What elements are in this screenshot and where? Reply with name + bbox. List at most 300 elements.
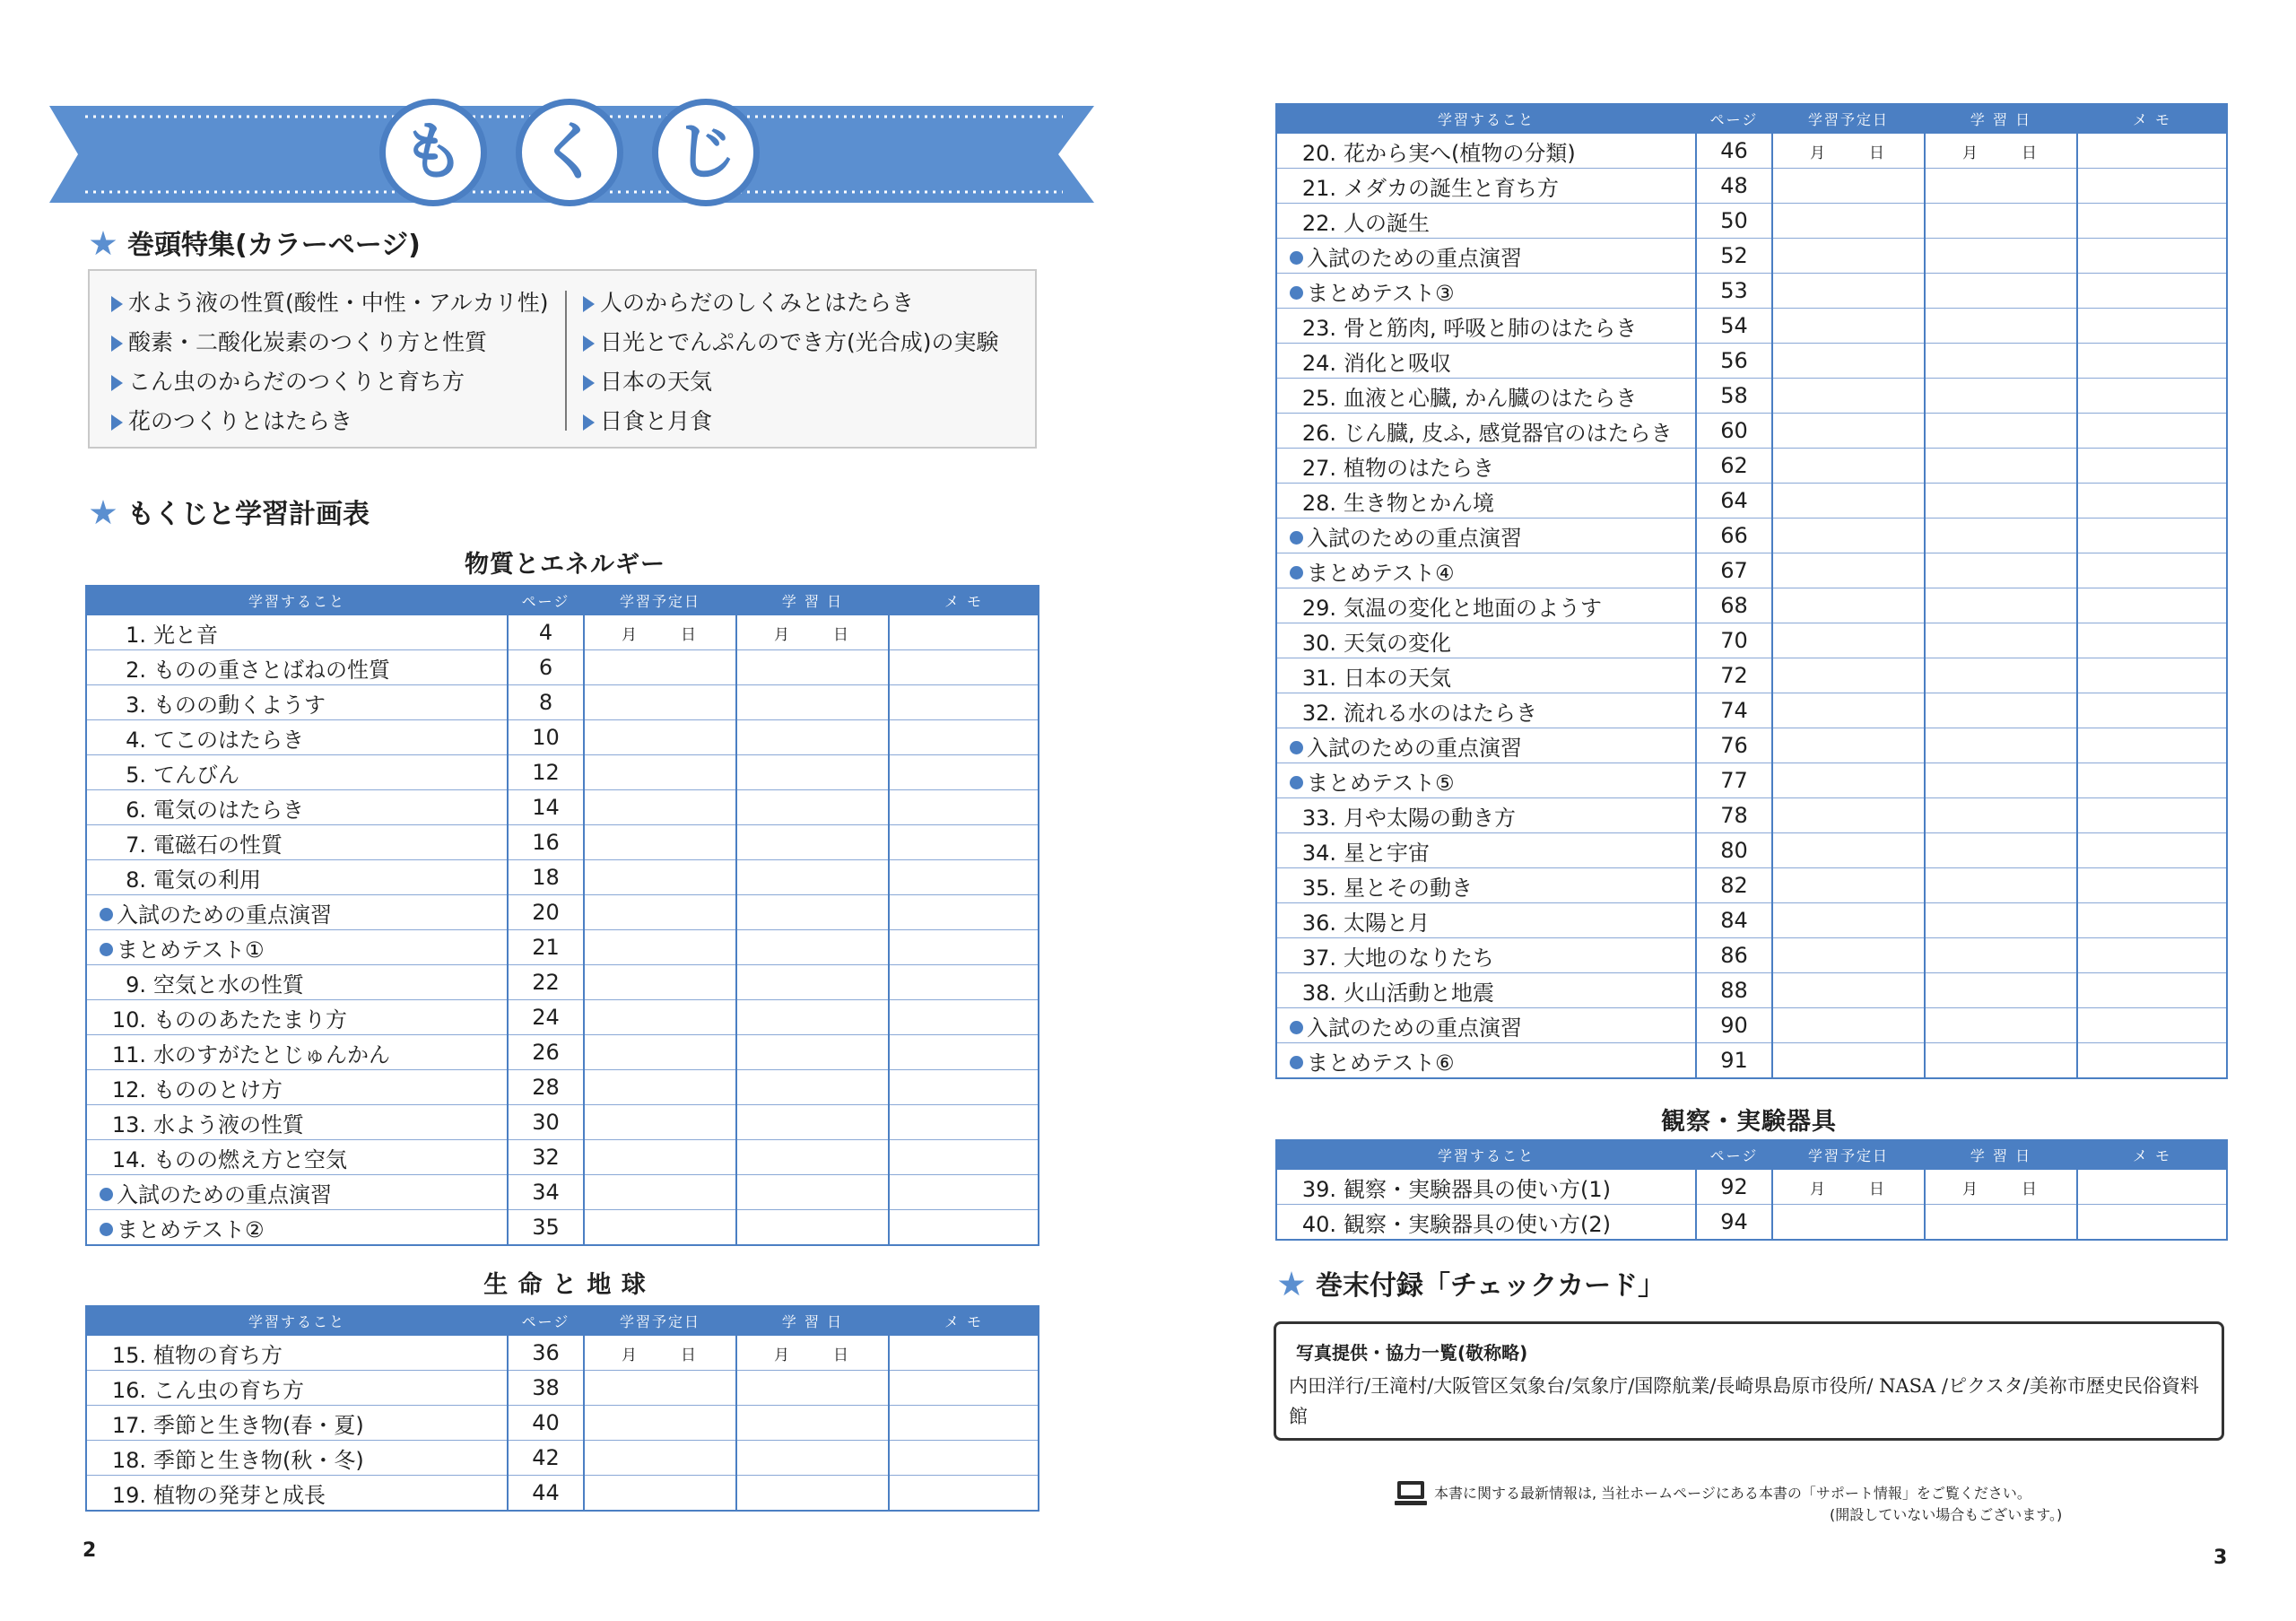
planned-date-cell[interactable] xyxy=(1772,414,1925,449)
task-name: 日本の天気 xyxy=(1344,665,1451,691)
planned-date-cell[interactable] xyxy=(1772,204,1925,239)
task-number: 31. xyxy=(1301,665,1336,691)
task-number: 19. xyxy=(111,1482,146,1508)
memo-cell[interactable] xyxy=(2077,693,2227,728)
task-name: 季節と生き物(秋・冬) xyxy=(153,1447,364,1473)
memo-cell[interactable] xyxy=(2077,588,2227,623)
task-number: 40. xyxy=(1301,1211,1336,1237)
planned-date-cell[interactable] xyxy=(584,1335,736,1371)
credit-title: 写真提供・協力一覧(敬称略) xyxy=(1296,1342,1528,1364)
memo-cell[interactable] xyxy=(2077,903,2227,938)
task-name: こん虫の育ち方 xyxy=(153,1377,304,1403)
title-banner xyxy=(49,99,1094,206)
planned-date-cell[interactable] xyxy=(1772,1205,1925,1241)
day-label: 日 xyxy=(2022,144,2037,162)
study-date-cell[interactable] xyxy=(1925,798,2077,833)
study-date-cell[interactable] xyxy=(1925,484,2077,519)
task-number: 5. xyxy=(126,762,146,788)
memo-cell[interactable] xyxy=(2077,973,2227,1008)
planned-date-cell[interactable] xyxy=(584,1371,736,1406)
memo-cell[interactable] xyxy=(2077,379,2227,414)
table-row xyxy=(86,1175,1039,1210)
memo-cell[interactable] xyxy=(2077,623,2227,658)
task-name: 水よう液の性質 xyxy=(153,1111,304,1137)
planned-date-cell[interactable] xyxy=(584,614,736,650)
memo-cell[interactable] xyxy=(2077,274,2227,309)
planned-date-cell[interactable] xyxy=(584,755,736,790)
table-row xyxy=(86,1035,1039,1070)
table-row xyxy=(1276,1205,2227,1241)
study-date-cell[interactable] xyxy=(1925,204,2077,239)
circle-bullet-icon xyxy=(1290,286,1303,300)
task-number: 15. xyxy=(111,1342,146,1368)
planned-date-cell[interactable] xyxy=(1772,903,1925,938)
study-date-cell[interactable] xyxy=(1925,344,2077,379)
memo-cell[interactable] xyxy=(889,790,1039,825)
page-cell: 58 xyxy=(1696,379,1772,414)
appendix-heading xyxy=(1278,1263,1665,1303)
task-name: 血液と心臓, かん臓のはたらき xyxy=(1344,385,1638,411)
memo-cell[interactable] xyxy=(889,614,1039,650)
triangle-bullet-icon xyxy=(111,375,123,391)
study-date-cell[interactable] xyxy=(736,965,889,1000)
study-date-cell[interactable] xyxy=(1925,1205,2077,1241)
task-cell xyxy=(1276,868,1696,903)
feature-item-label: 水よう液の性質(酸性・中性・アルカリ性) xyxy=(128,290,549,316)
plan-table-1 xyxy=(85,585,1039,1246)
header-task: 学習すること xyxy=(86,1306,508,1335)
study-date-cell[interactable] xyxy=(736,650,889,685)
study-date-cell[interactable] xyxy=(736,1035,889,1070)
memo-cell[interactable] xyxy=(889,685,1039,720)
memo-cell[interactable] xyxy=(889,720,1039,755)
task-number: 38. xyxy=(1301,980,1336,1006)
memo-cell[interactable] xyxy=(2077,1008,2227,1043)
planned-date-cell[interactable] xyxy=(1772,728,1925,763)
task-name: 骨と筋肉, 呼吸と肺のはたらき xyxy=(1344,315,1638,341)
month-label: 月 xyxy=(1962,144,1978,162)
study-date-cell[interactable] xyxy=(736,1476,889,1512)
feature-box xyxy=(88,269,1037,449)
title-char-3: じ xyxy=(652,99,760,206)
page-cell: 52 xyxy=(1696,239,1772,274)
memo-cell[interactable] xyxy=(889,650,1039,685)
memo-cell[interactable] xyxy=(2077,658,2227,693)
memo-cell[interactable] xyxy=(2077,309,2227,344)
memo-cell[interactable] xyxy=(2077,798,2227,833)
table-row xyxy=(1276,763,2227,798)
task-number: 7. xyxy=(126,832,146,858)
memo-cell[interactable] xyxy=(2077,938,2227,973)
planned-date-cell[interactable] xyxy=(584,1210,736,1246)
task-cell xyxy=(1276,239,1696,274)
task-cell xyxy=(86,1406,508,1441)
memo-cell[interactable] xyxy=(889,1105,1039,1140)
planned-date-cell[interactable] xyxy=(1772,239,1925,274)
task-number: 3. xyxy=(126,692,146,718)
planned-date-cell[interactable] xyxy=(584,720,736,755)
planned-date-cell[interactable] xyxy=(1772,309,1925,344)
study-date-cell[interactable] xyxy=(736,895,889,930)
task-number: 22. xyxy=(1301,210,1336,236)
table-row xyxy=(86,1441,1039,1476)
feature-item-label: 花のつくりとはたらき xyxy=(128,408,353,434)
feature-divider xyxy=(565,291,567,431)
task-cell xyxy=(86,650,508,685)
memo-cell[interactable] xyxy=(2077,1043,2227,1079)
study-date-cell[interactable] xyxy=(736,1175,889,1210)
study-date-cell[interactable] xyxy=(1925,973,2077,1008)
memo-cell[interactable] xyxy=(2077,133,2227,169)
study-date-cell[interactable] xyxy=(1925,449,2077,484)
planned-date-cell[interactable] xyxy=(1772,763,1925,798)
memo-cell[interactable] xyxy=(889,1175,1039,1210)
circle-bullet-icon xyxy=(100,943,113,956)
planned-date-cell[interactable] xyxy=(584,790,736,825)
task-name: 星とその動き xyxy=(1344,875,1473,901)
planned-date-cell[interactable] xyxy=(1772,133,1925,169)
feature-item xyxy=(111,283,549,323)
study-date-cell[interactable] xyxy=(1925,588,2077,623)
task-number: 21. xyxy=(1301,175,1336,201)
task-name: 光と音 xyxy=(153,622,218,648)
page-cell: 8 xyxy=(508,685,584,720)
planned-date-cell[interactable] xyxy=(1772,833,1925,868)
task-name: もののとけ方 xyxy=(153,1076,283,1102)
task-number: 32. xyxy=(1301,700,1336,726)
study-date-cell[interactable] xyxy=(736,720,889,755)
month-label: 月 xyxy=(1810,144,1825,162)
task-number: 26. xyxy=(1301,420,1336,446)
triangle-bullet-icon xyxy=(583,336,595,352)
task-name: ものの重さとばねの性質 xyxy=(153,657,390,683)
task-cell xyxy=(1276,938,1696,973)
header-study-date: 学 習 日 xyxy=(736,586,889,614)
task-name: 入試のための重点演習 xyxy=(1307,525,1522,551)
study-date-cell[interactable] xyxy=(1925,938,2077,973)
study-date-cell[interactable] xyxy=(1925,833,2077,868)
table-row xyxy=(1276,344,2227,379)
memo-cell[interactable] xyxy=(889,825,1039,860)
planned-date-cell[interactable] xyxy=(1772,169,1925,204)
task-cell xyxy=(1276,519,1696,553)
memo-cell[interactable] xyxy=(2077,169,2227,204)
study-date-cell[interactable] xyxy=(1925,414,2077,449)
table-row xyxy=(1276,588,2227,623)
task-name: 電気のはたらき xyxy=(153,797,304,823)
study-date-cell[interactable] xyxy=(1925,623,2077,658)
page-cell: 76 xyxy=(1696,728,1772,763)
study-date-cell[interactable] xyxy=(736,1441,889,1476)
memo-cell[interactable] xyxy=(2077,553,2227,588)
task-name: 季節と生き物(春・夏) xyxy=(153,1412,364,1438)
planned-date-cell[interactable] xyxy=(1772,1043,1925,1079)
planned-date-cell[interactable] xyxy=(584,1441,736,1476)
planned-date-cell[interactable] xyxy=(1772,973,1925,1008)
circle-bullet-icon xyxy=(1290,251,1303,265)
study-date-cell[interactable] xyxy=(1925,658,2077,693)
planned-date-cell[interactable] xyxy=(1772,588,1925,623)
study-date-cell[interactable] xyxy=(1925,274,2077,309)
task-cell xyxy=(86,685,508,720)
plan-table-2 xyxy=(85,1305,1039,1512)
planned-date-cell[interactable] xyxy=(1772,274,1925,309)
task-name: てんびん xyxy=(153,762,239,788)
month-label: 月 xyxy=(774,625,789,644)
memo-cell[interactable] xyxy=(889,1335,1039,1371)
day-label: 日 xyxy=(1869,1180,1884,1198)
memo-cell[interactable] xyxy=(2077,763,2227,798)
study-date-cell[interactable] xyxy=(1925,553,2077,588)
memo-cell[interactable] xyxy=(889,860,1039,895)
page-cell: 38 xyxy=(508,1371,584,1406)
planned-date-cell[interactable] xyxy=(584,650,736,685)
feature-item-label: 酸素・二酸化炭素のつくり方と性質 xyxy=(128,329,488,355)
circle-bullet-icon xyxy=(100,1223,113,1236)
table-row xyxy=(86,895,1039,930)
table-row xyxy=(1276,658,2227,693)
planned-date-cell[interactable] xyxy=(584,825,736,860)
page-cell: 32 xyxy=(508,1140,584,1175)
study-date-cell[interactable] xyxy=(1925,133,2077,169)
planned-date-cell[interactable] xyxy=(1772,553,1925,588)
header-page: ページ xyxy=(508,1306,584,1335)
table-row xyxy=(1276,133,2227,169)
memo-cell[interactable] xyxy=(2077,239,2227,274)
memo-cell[interactable] xyxy=(2077,1169,2227,1205)
memo-cell[interactable] xyxy=(889,755,1039,790)
planned-date-cell[interactable] xyxy=(584,860,736,895)
study-date-cell[interactable] xyxy=(1925,763,2077,798)
feature-item xyxy=(111,323,549,362)
task-name: 空気と水の性質 xyxy=(153,972,304,998)
study-date-cell[interactable] xyxy=(1925,1043,2077,1079)
planned-date-cell[interactable] xyxy=(584,1070,736,1105)
table-row xyxy=(1276,239,2227,274)
task-cell xyxy=(1276,833,1696,868)
memo-cell[interactable] xyxy=(889,1406,1039,1441)
task-name: まとめテスト⑥ xyxy=(1307,1050,1455,1076)
page-cell: 91 xyxy=(1696,1043,1772,1079)
study-date-cell[interactable] xyxy=(736,1105,889,1140)
study-date-cell[interactable] xyxy=(1925,239,2077,274)
planned-date-cell[interactable] xyxy=(584,895,736,930)
planned-date-cell[interactable] xyxy=(1772,484,1925,519)
memo-cell[interactable] xyxy=(889,1000,1039,1035)
circle-bullet-icon xyxy=(1290,1056,1303,1069)
study-date-cell[interactable] xyxy=(736,755,889,790)
study-date-cell[interactable] xyxy=(736,860,889,895)
task-name: まとめテスト④ xyxy=(1307,560,1455,586)
task-cell xyxy=(1276,693,1696,728)
study-date-cell[interactable] xyxy=(1925,519,2077,553)
study-date-cell[interactable] xyxy=(736,825,889,860)
table-row xyxy=(1276,728,2227,763)
study-date-cell[interactable] xyxy=(736,1140,889,1175)
table-row xyxy=(1276,903,2227,938)
memo-cell[interactable] xyxy=(889,1476,1039,1512)
task-number: 23. xyxy=(1301,315,1336,341)
task-cell xyxy=(1276,588,1696,623)
memo-cell[interactable] xyxy=(889,930,1039,965)
study-date-cell[interactable] xyxy=(1925,728,2077,763)
memo-cell[interactable] xyxy=(2077,484,2227,519)
study-date-cell[interactable] xyxy=(736,1406,889,1441)
task-cell xyxy=(86,895,508,930)
task-number: 4. xyxy=(126,727,146,753)
page-cell: 16 xyxy=(508,825,584,860)
planned-date-cell[interactable] xyxy=(1772,938,1925,973)
study-date-cell[interactable] xyxy=(1925,309,2077,344)
study-date-cell[interactable] xyxy=(736,1210,889,1246)
table1-title: 物質とエネルギー xyxy=(465,551,665,579)
table-row xyxy=(1276,1169,2227,1205)
planned-date-cell[interactable] xyxy=(584,1140,736,1175)
memo-cell[interactable] xyxy=(889,1035,1039,1070)
task-name: 入試のための重点演習 xyxy=(1307,245,1522,271)
study-date-cell[interactable] xyxy=(736,930,889,965)
feature-item xyxy=(583,402,999,441)
planned-date-cell[interactable] xyxy=(584,685,736,720)
month-label: 月 xyxy=(774,1346,789,1364)
planned-date-cell[interactable] xyxy=(1772,798,1925,833)
study-date-cell[interactable] xyxy=(736,790,889,825)
task-cell xyxy=(86,720,508,755)
memo-cell[interactable] xyxy=(2077,204,2227,239)
task-cell xyxy=(1276,763,1696,798)
task-name: 流れる水のはたらき xyxy=(1344,700,1537,726)
planned-date-cell[interactable] xyxy=(1772,519,1925,553)
memo-cell[interactable] xyxy=(2077,449,2227,484)
table-row xyxy=(86,1476,1039,1512)
feature-item-label: 人のからだのしくみとはたらき xyxy=(600,290,915,316)
table-row xyxy=(86,1070,1039,1105)
planned-date-cell[interactable] xyxy=(1772,623,1925,658)
memo-cell[interactable] xyxy=(2077,868,2227,903)
page-cell: 70 xyxy=(1696,623,1772,658)
study-date-cell[interactable] xyxy=(1925,1169,2077,1205)
circle-bullet-icon xyxy=(1290,741,1303,754)
memo-cell[interactable] xyxy=(889,1441,1039,1476)
month-label: 月 xyxy=(622,625,637,644)
credit-box xyxy=(1274,1321,2224,1441)
table-row xyxy=(1276,519,2227,553)
day-label: 日 xyxy=(681,625,696,644)
task-cell xyxy=(1276,1205,1696,1241)
planned-date-cell[interactable] xyxy=(1772,1169,1925,1205)
header-task: 学習すること xyxy=(86,586,508,614)
header-planned-date: 学習予定日 xyxy=(584,1306,736,1335)
page-cell: 54 xyxy=(1696,309,1772,344)
table-row xyxy=(1276,274,2227,309)
feature-item xyxy=(111,362,549,402)
memo-cell[interactable] xyxy=(2077,728,2227,763)
task-name: 天気の変化 xyxy=(1344,630,1451,656)
table-header-row xyxy=(1276,1140,2227,1169)
planned-date-cell[interactable] xyxy=(1772,379,1925,414)
task-cell xyxy=(86,1210,508,1246)
table-row xyxy=(1276,693,2227,728)
table4-title: 観察・実験器具 xyxy=(1661,1108,1837,1136)
study-date-cell[interactable] xyxy=(736,1000,889,1035)
page-cell: 26 xyxy=(508,1035,584,1070)
task-number: 39. xyxy=(1301,1176,1336,1202)
study-date-cell[interactable] xyxy=(1925,693,2077,728)
task-name: メダカの誕生と育ち方 xyxy=(1344,175,1559,201)
study-date-cell[interactable] xyxy=(1925,169,2077,204)
memo-cell[interactable] xyxy=(889,1210,1039,1246)
page-cell: 35 xyxy=(508,1210,584,1246)
memo-cell[interactable] xyxy=(889,1070,1039,1105)
study-date-cell[interactable] xyxy=(1925,903,2077,938)
planned-date-cell[interactable] xyxy=(1772,693,1925,728)
feature-item xyxy=(583,362,999,402)
planned-date-cell[interactable] xyxy=(1772,449,1925,484)
table-row xyxy=(1276,798,2227,833)
day-label: 日 xyxy=(681,1346,696,1364)
table-row xyxy=(86,825,1039,860)
feature-item xyxy=(583,323,999,362)
page-cell: 36 xyxy=(508,1335,584,1371)
planned-date-cell[interactable] xyxy=(584,1035,736,1070)
memo-cell[interactable] xyxy=(889,1140,1039,1175)
memo-cell[interactable] xyxy=(2077,519,2227,553)
header-study-date: 学 習 日 xyxy=(736,1306,889,1335)
page-cell: 84 xyxy=(1696,903,1772,938)
task-name: 火山活動と地震 xyxy=(1344,980,1494,1006)
planned-date-cell[interactable] xyxy=(584,930,736,965)
study-date-cell[interactable] xyxy=(1925,1008,2077,1043)
task-cell xyxy=(1276,484,1696,519)
task-cell xyxy=(86,614,508,650)
study-date-cell[interactable] xyxy=(736,1371,889,1406)
planned-date-cell[interactable] xyxy=(584,1175,736,1210)
planned-date-cell[interactable] xyxy=(1772,658,1925,693)
memo-cell[interactable] xyxy=(2077,833,2227,868)
memo-cell[interactable] xyxy=(889,895,1039,930)
memo-cell[interactable] xyxy=(889,1371,1039,1406)
task-cell xyxy=(86,1000,508,1035)
memo-cell[interactable] xyxy=(2077,344,2227,379)
planned-date-cell[interactable] xyxy=(1772,1008,1925,1043)
study-date-cell[interactable] xyxy=(736,614,889,650)
memo-cell[interactable] xyxy=(2077,1205,2227,1241)
task-number: 11. xyxy=(111,1041,146,1068)
memo-cell[interactable] xyxy=(2077,414,2227,449)
study-date-cell[interactable] xyxy=(1925,868,2077,903)
study-date-cell[interactable] xyxy=(1925,379,2077,414)
study-date-cell[interactable] xyxy=(736,1070,889,1105)
task-cell xyxy=(86,1371,508,1406)
planned-date-cell[interactable] xyxy=(1772,344,1925,379)
page-cell: 82 xyxy=(1696,868,1772,903)
memo-cell[interactable] xyxy=(889,965,1039,1000)
plan-heading-text: もくじと学習計画表 xyxy=(127,499,370,530)
planned-date-cell[interactable] xyxy=(584,1000,736,1035)
study-date-cell[interactable] xyxy=(736,685,889,720)
circle-bullet-icon xyxy=(100,908,113,921)
task-cell xyxy=(1276,309,1696,344)
planned-date-cell[interactable] xyxy=(584,1476,736,1512)
planned-date-cell[interactable] xyxy=(584,1105,736,1140)
task-name: 星と宇宙 xyxy=(1344,840,1430,866)
task-number: 18. xyxy=(111,1447,146,1473)
study-date-cell[interactable] xyxy=(736,1335,889,1371)
task-cell xyxy=(86,1441,508,1476)
planned-date-cell[interactable] xyxy=(584,965,736,1000)
planned-date-cell[interactable] xyxy=(584,1406,736,1441)
planned-date-cell[interactable] xyxy=(1772,868,1925,903)
